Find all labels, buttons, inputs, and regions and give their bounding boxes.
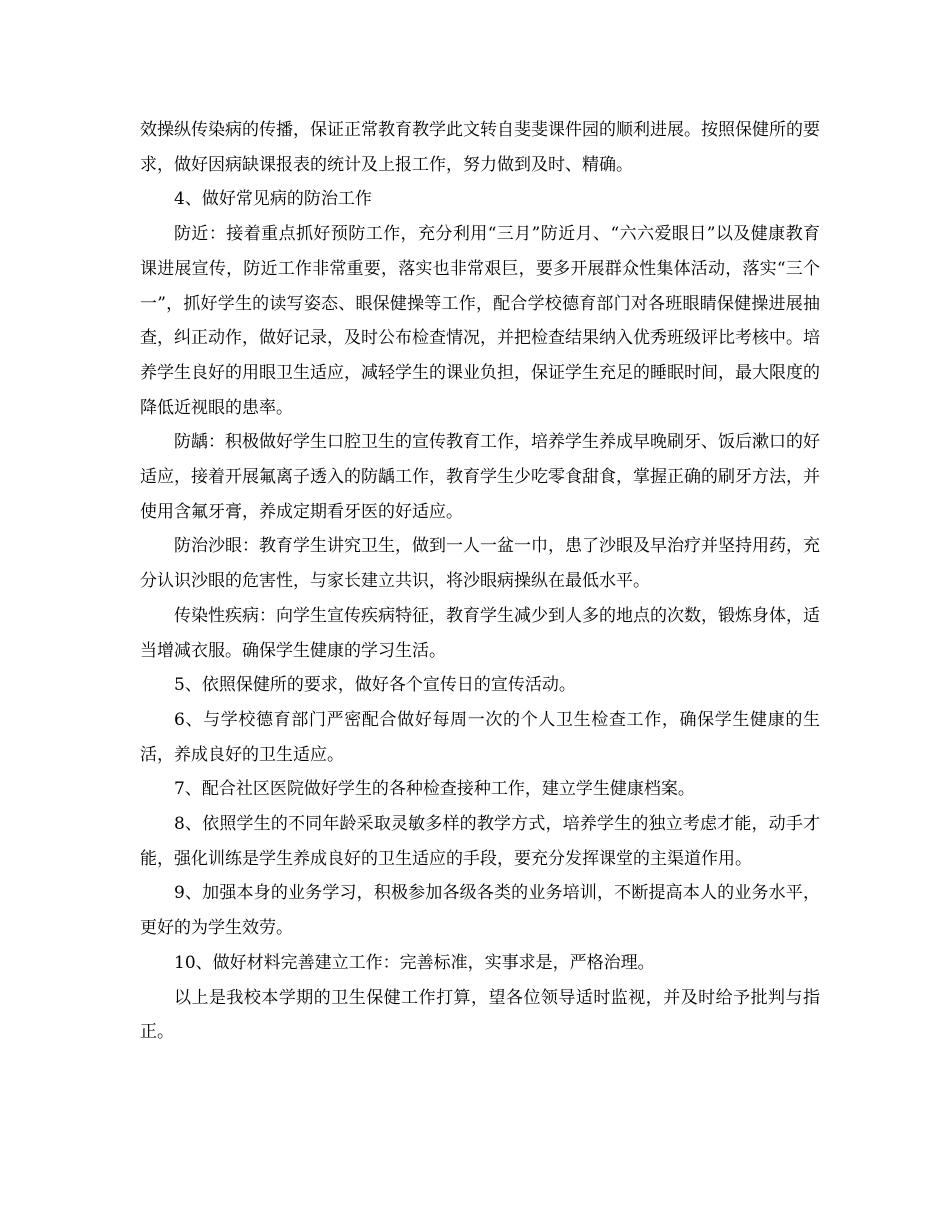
paragraph-trachoma-prevention: 防治沙眼：教育学生讲究卫生，做到一人一盆一巾，患了沙眼及早治疗并坚持用药，充分认识沙眼的危害性，与家长建立共识，将沙眼病操纵在最低水平。 bbox=[140, 536, 820, 592]
paragraph-item-4-heading: 4、做好常见病的防治工作 bbox=[174, 189, 372, 210]
paragraph-infectious-disease: 传染性疾病：向学生宣传疾病特征，教育学生减少到人多的地点的次数，锻炼身体，适当增减衣服。确保学生健康的学习生活。 bbox=[140, 605, 820, 661]
paragraph-closing: 以上是我校本学期的卫生保健工作打算，望各位领导适时监视，并及时给予批判与指正。 bbox=[140, 987, 820, 1043]
paragraph-continuation: 效操纵传染病的传播，保证正常教育教学此文转自斐斐课件园的顺利进展。按照保健所的要求，做好因病缺课报表的统计及上报工作，努力做到及时、精确。 bbox=[140, 120, 820, 175]
paragraph-caries-prevention: 防龋：积极做好学生口腔卫生的宣传教育工作，培养学生养成早晚刷牙、饭后漱口的好适应，接着开展氟离子透入的防龋工作，教育学生少吃零食甜食，掌握正确的刷牙方法，并使用含氟牙膏，养成定期看牙医的好适应。 bbox=[140, 432, 820, 522]
paragraph-myopia-prevention: 防近：接着重点抓好预防工作，充分利用“三月”防近月、“六六爱眼日”以及健康教育课进展宣传，防近工作非常重要，落实也非常艰巨，要多开展群众性集体活动，落实“三个一”，抓好学生的读写姿态、眼保健操等工作，配合学校德育部门对各班眼睛保健操进展抽查，纠正动作，做好记录，及时公布检查情况，并把检查结果纳入优秀班级评比考核中。培养学生良好的用眼卫生适应，减轻学生的课业负担，保证学生充足的睡眠时间，最大限度的降低近视眼的患率。 bbox=[140, 224, 820, 418]
paragraph-item-7: 7、配合社区医院做好学生的各种检查接种工作，建立学生健康档案。 bbox=[174, 779, 695, 800]
paragraph-item-6: 6、与学校德育部门严密配合做好每周一次的个人卫生检查工作，确保学生健康的生活，养成良好的卫生适应。 bbox=[140, 709, 820, 765]
document-body bbox=[140, 113, 820, 1050]
paragraph-item-8: 8、依照学生的不同年龄采取灵敏多样的教学方式，培养学生的独立考虑才能，动手才能，强化训练是学生养成良好的卫生适应的手段，要充分发挥课堂的主渠道作用。 bbox=[140, 814, 820, 869]
paragraph-item-5: 5、依照保健所的要求，做好各个宣传日的宣传活动。 bbox=[174, 675, 576, 696]
paragraph-item-10: 10、做好材料完善建立工作：完善标准，实事求是，严格治理。 bbox=[174, 952, 655, 973]
paragraph-item-9: 9、加强本身的业务学习，积极参加各级各类的业务培训，不断提高本人的业务水平，更好的为学生效劳。 bbox=[140, 883, 820, 939]
